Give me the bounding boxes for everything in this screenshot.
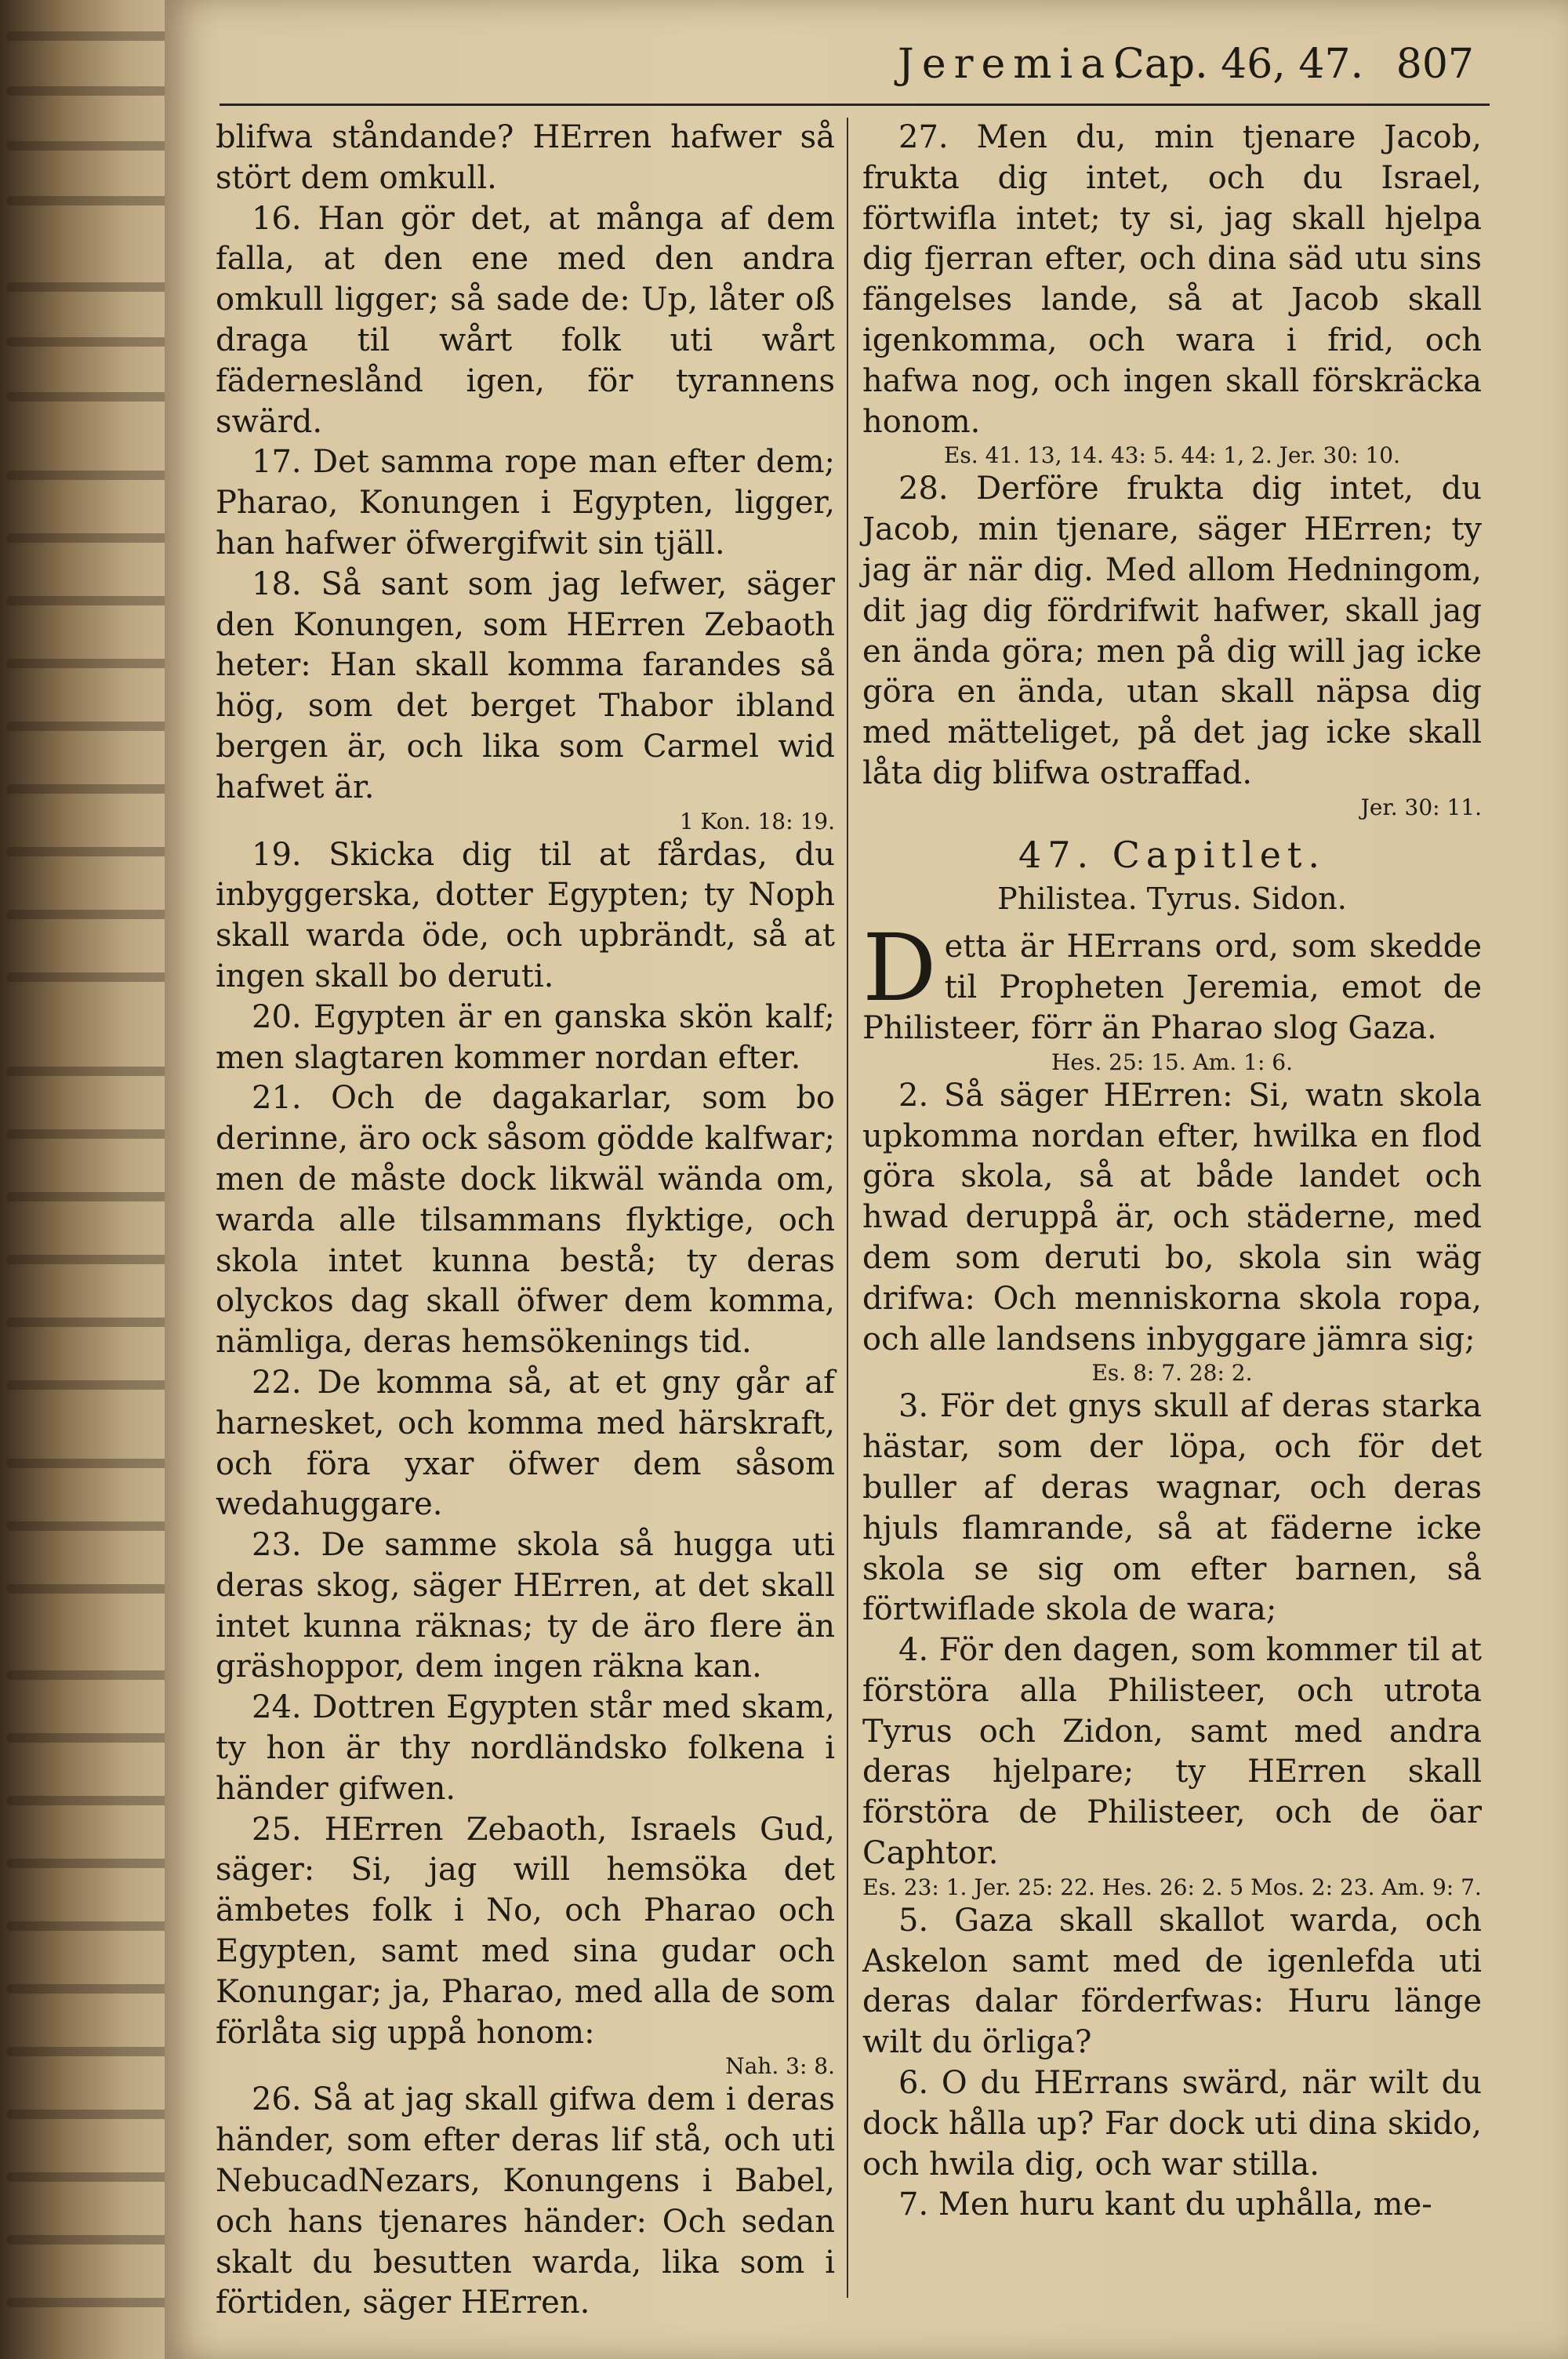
verse-16 — [216, 199, 835, 443]
cross-reference: Es. 8: 7. 28: 2. — [1091, 1360, 1253, 1387]
verse-4 — [862, 1630, 1482, 1901]
verse-24 — [216, 1688, 835, 1809]
verse-19 — [216, 835, 835, 998]
verse-26 — [216, 2080, 835, 2324]
verse-6 — [862, 2063, 1482, 2185]
intro-paragraph — [862, 914, 1482, 1049]
chapter-heading: 47. Capitlet. — [1018, 833, 1327, 876]
verse-text: 4. För den dagen, som kommer til at förstöra alla Philisteer, och utrota Tyrus och Zidon, samt med andra deras hjelpare; ty HErren skall förstöra de Philisteer, och de öar Caphtor. — [862, 1632, 1482, 1872]
verse-20 — [216, 998, 835, 1079]
intro-text: etta är HErrans ord, som skedde til Propheten Jeremia, emot de Philisteer, förr än Pharao slog Gaza. — [862, 929, 1482, 1046]
verse-text: 3. För det gnys skull af deras starka hästar, som der löpa, och för det buller af deras wagnar, och deras hjuls flamrande, så at fäderne icke skola se sig om efter barnen, så förtwiflade skola de wara; — [862, 1388, 1482, 1628]
verse-25 — [216, 1810, 835, 2081]
verse-text: 6. O du HErrans swärd, när wilt du dock hålla up? Far dock uti dina skido, och hwila dig, och war stilla. — [862, 2065, 1482, 2183]
verse-text: 7. Men huru kant du uphålla, me- — [898, 2186, 1432, 2223]
verse-text: 23. De samme skola så hugga uti deras skog, säger HErren, at det skall intet kunna räknas; ty de äro flere än gräshoppor, dem ingen räkna kan. — [216, 1527, 835, 1685]
cross-reference: 1 Kon. 18: 19. — [679, 808, 835, 834]
verse-text: 22. De komma så, at et gny går af harnesket, och komma med härskraft, och föra yxar öfwer dem såsom wedahuggare. — [216, 1364, 835, 1523]
verse-text: 25. HErren Zebaoth, Israels Gud, säger: Si, jag will hemsöka det ämbetes folk i No, och Pharao och Egypten, samt med sina gudar och Konungar; ja, Pharao, med alla de som förlåta sig uppå honom: — [216, 1811, 835, 2051]
verse-text: 26. Så at jag skall gifwa dem i deras händer, som efter deras lif stå, och uti NebucadNezars, Konungens i Babel, och hans tjenares händer: Och sedan skalt du besutten warda, lika som i förtiden, säger HErren. — [216, 2081, 835, 2321]
verse-17 — [216, 442, 835, 564]
page-header — [204, 41, 1521, 104]
verse-5 — [862, 1901, 1482, 2063]
cross-reference: Es. 41. 13, 14. 43: 5. 44: 1, 2. Jer. 30: 10. — [943, 442, 1401, 469]
cross-reference: Hes. 25: 15. Am. 1: 6. — [1051, 1049, 1293, 1075]
verse-text: 2. Så säger HErren: Si, watn skola upkomma nordan efter, hwilka en flod göra skola, så at både landet och hwad deruppå är, och städerne, med dem som deruti bo, skola sin wäg drifwa: Och menniskorna skola ropa, och alle landsens inbyggare jämra sig; — [862, 1077, 1482, 1358]
verse-3 — [862, 1387, 1482, 1630]
verse-22 — [216, 1363, 835, 1525]
verse-text: 28. Derföre frukta dig intet, du Jacob, min tjenare, säger HErren; ty jag är när dig. Med allom Hedningom, dit jag dig fördrifwit hafwer, skall jag en ända göra; men på dig will jag icke göra en ända, utan skall näpsa dig med mätteliget, på det jag icke skall låta dig blifwa ostraffad. — [862, 471, 1482, 791]
right-column — [862, 118, 1482, 2226]
cross-reference: Jer. 30: 11. — [1360, 794, 1482, 820]
verse-text: 20. Egypten är en ganska skön kalf; men slagtaren kommer nordan efter. — [216, 998, 835, 1076]
verse-text: 27. Men du, min tjenare Jacob, frukta dig intet, och du Israel, förtwifla intet; ty si, jag skall hjelpa dig fjerran efter, och dina säd utu sins fängelses lande, så at Jacob skall igenkomma, och wara i frid, och hafwa nog, och ingen skall förskräcka honom. — [862, 119, 1482, 440]
verse-text: 5. Gaza skall skallot warda, och Askelon samt med de igenlefda uti deras dalar förderfwas: Huru länge wilt du örliga? — [862, 1902, 1482, 2061]
verse-text: 24. Dottren Egypten står med skam, ty hon är thy nordländsko folkena i händer gifwen. — [216, 1689, 835, 1807]
verse-27 — [862, 118, 1482, 469]
verse-text: 17. Det samma rope man efter dem; Pharao, Konungen i Egypten, ligger, han hafwer öfwergifwit sin tjäll. — [216, 444, 835, 562]
book-page — [165, 0, 1568, 2359]
verse-text: 16. Han gör det, at många af dem falla, at den ene med den andra omkull ligger; så sade de: Up, låter oß draga til wårt folk uti wårt fäderneslånd igen, för tyrannens swärd. — [216, 200, 835, 440]
page-number: 807 — [1396, 41, 1474, 88]
header-rule — [220, 104, 1490, 106]
cross-reference: Es. 23: 1. Jer. 25: 22. Hes. 26: 2. 5 Mos. 2: 23. Am. 9: 7. — [862, 1874, 1482, 1900]
running-title: Jeremia. — [898, 41, 1134, 88]
verse-23 — [216, 1525, 835, 1688]
verse-text: 21. Och de dagakarlar, som bo derinne, äro ock såsom gödde kalfwar; men de måste dock likwäl wända om, warda alle tilsammans flyktige, och skola intet kunna bestå; ty deras olyckos dag skall öfwer dem komma, nämliga, deras hemsökenings tid. — [216, 1080, 835, 1361]
previous-page-edge — [0, 0, 180, 2359]
chapter-intro — [862, 914, 1482, 1075]
verse-7 — [862, 2185, 1482, 2226]
column-divider — [847, 118, 848, 2298]
verse-text: 18. Så sant som jag lefwer, säger den Konungen, som HErren Zebaoth heter: Han skall komma farandes så hög, som det berget Thabor ibland bergen är, och lika som Carmel wid hafwet är. — [216, 565, 835, 805]
chapter-summary: Philistea. Tyrus. Sidon. — [997, 881, 1347, 916]
verse-2 — [862, 1076, 1482, 1387]
verse-opening: blifwa ståndande? HErren hafwer så stört dem omkull. — [216, 119, 835, 196]
left-column — [216, 118, 835, 2324]
verse-28 — [862, 469, 1482, 820]
verse-21 — [216, 1078, 835, 1363]
verse-text: 19. Skicka dig til at fårdas, du inbyggerska, dotter Egypten; ty Noph skall warda öde, och upbrändt, så at ingen skall bo deruti. — [216, 836, 835, 994]
drop-cap: D — [862, 914, 937, 1023]
cross-reference: Nah. 3: 8. — [725, 2053, 835, 2080]
verse-18 — [216, 565, 835, 835]
chapter-reference: Cap. 46, 47. — [1113, 41, 1364, 88]
